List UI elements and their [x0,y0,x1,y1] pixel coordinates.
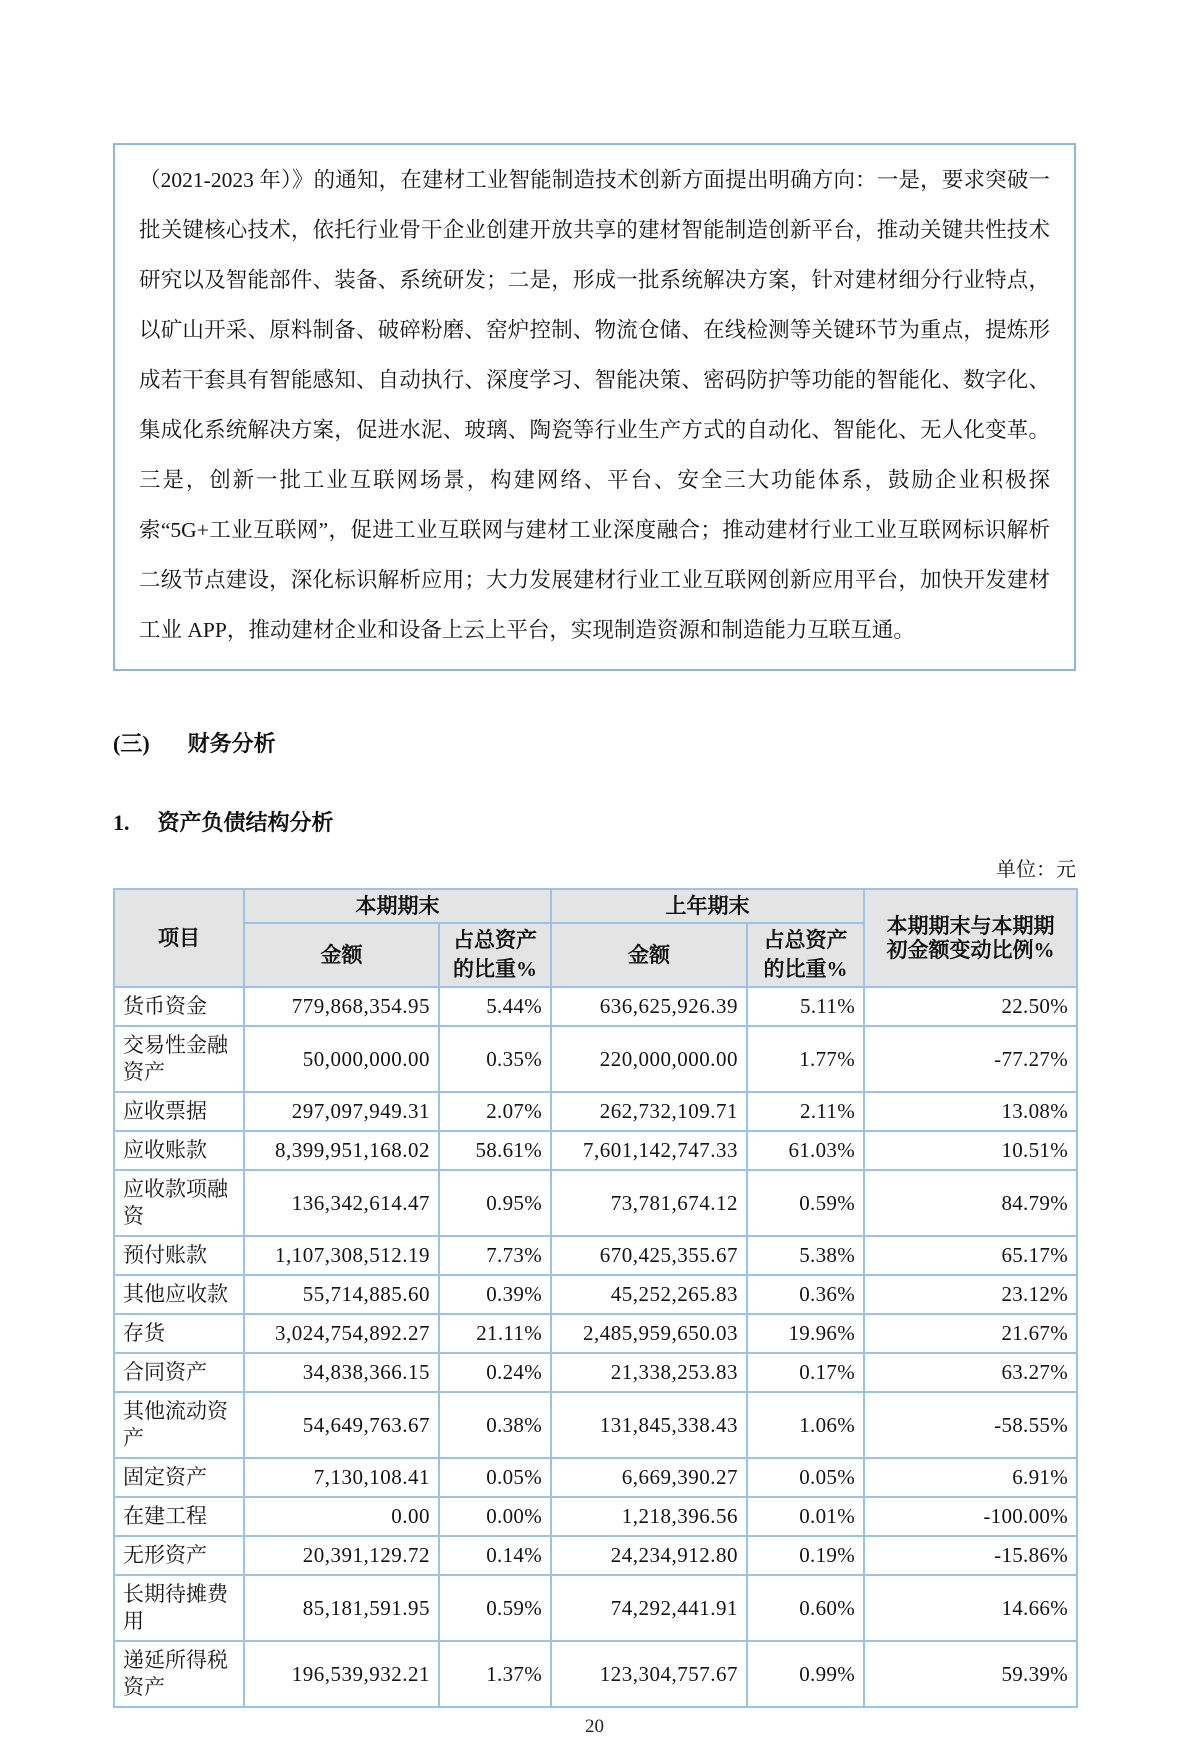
cell-item: 应收账款 [114,1131,244,1170]
cell-current-amount: 196,539,932.21 [244,1641,439,1707]
cell-change-ratio: 23.12% [864,1275,1077,1314]
cell-item: 预付账款 [114,1236,244,1275]
cell-current-pct: 0.00% [439,1497,551,1536]
cell-prior-pct: 61.03% [747,1131,864,1170]
table-row [114,1170,1077,1236]
header-change-ratio: 本期期末与本期期初金额变动比例% [864,889,1077,987]
table-row [114,1314,1077,1353]
cell-change-ratio: 63.27% [864,1353,1077,1392]
cell-prior-amount: 24,234,912.80 [551,1536,747,1575]
table-row [114,1353,1077,1392]
cell-current-pct: 0.38% [439,1392,551,1458]
cell-current-amount: 0.00 [244,1497,439,1536]
cell-prior-amount: 45,252,265.83 [551,1275,747,1314]
cell-prior-amount: 131,845,338.43 [551,1392,747,1458]
cell-current-pct: 0.59% [439,1575,551,1641]
cell-item: 应收票据 [114,1092,244,1131]
cell-current-amount: 779,868,354.95 [244,987,439,1026]
cell-current-pct: 2.07% [439,1092,551,1131]
cell-prior-pct: 0.01% [747,1497,864,1536]
cell-change-ratio: 13.08% [864,1092,1077,1131]
subsection-heading [113,806,1076,837]
cell-prior-pct: 1.77% [747,1026,864,1092]
cell-current-amount: 1,107,308,512.19 [244,1236,439,1275]
table-row [114,1275,1077,1314]
cell-current-pct: 5.44% [439,987,551,1026]
cell-item: 固定资产 [114,1458,244,1497]
table-header [114,889,1077,987]
cell-item: 存货 [114,1314,244,1353]
cell-prior-amount: 21,338,253.83 [551,1353,747,1392]
table-row [114,1575,1077,1641]
cell-current-pct: 0.14% [439,1536,551,1575]
cell-change-ratio: 59.39% [864,1641,1077,1707]
header-prior-pct: 占总资产的比重% [747,923,864,987]
cell-prior-amount: 220,000,000.00 [551,1026,747,1092]
cell-prior-amount: 262,732,109.71 [551,1092,747,1131]
cell-current-pct: 0.39% [439,1275,551,1314]
subsection-number: 1. [113,810,130,835]
cell-change-ratio: -15.86% [864,1536,1077,1575]
cell-current-pct: 0.95% [439,1170,551,1236]
policy-paragraph-text: （2021-2023 年）》的通知，在建材工业智能制造技术创新方面提出明确方向：一是，要求突破一批关键核心技术，依托行业骨干企业创建开放共享的建材智能制造创新平台，推动关键共性技术研究以及智能部件、装备、系统研发；二是，形成一批系统解决方案，针对建材细分行业特点，以矿山开采、原料制备、破碎粉磨、窑炉控制、物流仓储、在线检测等关键环节为重点，提炼形成若干套具有智能感知、自动执行、深度学习、智能决策、密码防护等功能的智能化、数字化、集成化系统解决方案，促进水泥、玻璃、陶瓷等行业生产方式的自动化、智能化、无人化变革。三是，创新一批工业互联网场景，构建网络、平台、安全三大功能体系，鼓励企业积极探索“5G+工业互联网”，促进工业互联网与建材工业深度融合；推动建材行业工业互联网标识解析二级节点建设，深化标识解析应用；大力发展建材行业工业互联网创新应用平台，加快开发建材工业 APP，推动建材企业和设备上云上平台，实现制造资源和制造能力互联互通。 [139,168,1050,642]
cell-item: 货币资金 [114,987,244,1026]
cell-current-pct: 7.73% [439,1236,551,1275]
section-title: 财务分析 [187,731,276,756]
cell-current-amount: 85,181,591.95 [244,1575,439,1641]
cell-change-ratio: 22.50% [864,987,1077,1026]
cell-change-ratio: -100.00% [864,1497,1077,1536]
cell-prior-amount: 1,218,396.56 [551,1497,747,1536]
cell-item: 其他应收款 [114,1275,244,1314]
cell-prior-pct: 0.99% [747,1641,864,1707]
cell-current-amount: 34,838,366.15 [244,1353,439,1392]
cell-prior-amount: 6,669,390.27 [551,1458,747,1497]
cell-prior-pct: 0.36% [747,1275,864,1314]
cell-item: 递延所得税资产 [114,1641,244,1707]
cell-current-pct: 1.37% [439,1641,551,1707]
cell-current-amount: 55,714,885.60 [244,1275,439,1314]
cell-change-ratio: 21.67% [864,1314,1077,1353]
cell-current-pct: 58.61% [439,1131,551,1170]
table-row [114,1497,1077,1536]
cell-change-ratio: 10.51% [864,1131,1077,1170]
cell-prior-pct: 2.11% [747,1092,864,1131]
cell-current-amount: 297,097,949.31 [244,1092,439,1131]
cell-change-ratio: -77.27% [864,1026,1077,1092]
cell-change-ratio: 14.66% [864,1575,1077,1641]
cell-prior-amount: 7,601,142,747.33 [551,1131,747,1170]
cell-prior-pct: 19.96% [747,1314,864,1353]
header-current-pct: 占总资产的比重% [439,923,551,987]
cell-prior-amount: 123,304,757.67 [551,1641,747,1707]
cell-item: 无形资产 [114,1536,244,1575]
cell-current-pct: 21.11% [439,1314,551,1353]
cell-prior-amount: 73,781,674.12 [551,1170,747,1236]
section-heading [113,727,1076,758]
header-item: 项目 [114,889,244,987]
cell-prior-pct: 0.05% [747,1458,864,1497]
cell-prior-pct: 1.06% [747,1392,864,1458]
table-row [114,1131,1077,1170]
cell-item: 合同资产 [114,1353,244,1392]
header-current-period: 本期期末 [244,889,551,923]
balance-sheet-structure-table [113,888,1078,1708]
cell-prior-pct: 0.59% [747,1170,864,1236]
cell-current-amount: 136,342,614.47 [244,1170,439,1236]
page-number: 20 [585,1716,604,1737]
table-row [114,1458,1077,1497]
cell-change-ratio: 84.79% [864,1170,1077,1236]
table-body [114,987,1077,1707]
cell-item: 长期待摊费用 [114,1575,244,1641]
cell-change-ratio: -58.55% [864,1392,1077,1458]
cell-current-amount: 3,024,754,892.27 [244,1314,439,1353]
cell-current-pct: 0.24% [439,1353,551,1392]
table-row [114,987,1077,1026]
cell-prior-amount: 670,425,355.67 [551,1236,747,1275]
table-row [114,1392,1077,1458]
cell-prior-pct: 5.38% [747,1236,864,1275]
cell-item: 其他流动资产 [114,1392,244,1458]
cell-item: 交易性金融资产 [114,1026,244,1092]
table-row [114,1236,1077,1275]
unit-label: 单位：元 [996,859,1076,881]
cell-prior-amount: 2,485,959,650.03 [551,1314,747,1353]
cell-item: 在建工程 [114,1497,244,1536]
cell-current-pct: 0.35% [439,1026,551,1092]
page-content [113,143,1076,1738]
header-prior-amount: 金额 [551,923,747,987]
cell-current-amount: 54,649,763.67 [244,1392,439,1458]
cell-current-amount: 50,000,000.00 [244,1026,439,1092]
cell-current-amount: 7,130,108.41 [244,1458,439,1497]
cell-current-amount: 20,391,129.72 [244,1536,439,1575]
cell-prior-pct: 5.11% [747,987,864,1026]
table-row [114,1026,1077,1092]
header-prior-period: 上年期末 [551,889,864,923]
table-row [114,1641,1077,1707]
cell-change-ratio: 6.91% [864,1458,1077,1497]
section-number: (三) [113,731,150,756]
cell-item: 应收款项融资 [114,1170,244,1236]
table-row [114,1092,1077,1131]
table-header-row-1 [114,889,1077,923]
policy-paragraph-box [113,143,1076,671]
header-current-amount: 金额 [244,923,439,987]
cell-prior-pct: 0.19% [747,1536,864,1575]
cell-prior-amount: 636,625,926.39 [551,987,747,1026]
cell-prior-amount: 74,292,441.91 [551,1575,747,1641]
cell-prior-pct: 0.60% [747,1575,864,1641]
cell-current-pct: 0.05% [439,1458,551,1497]
cell-change-ratio: 65.17% [864,1236,1077,1275]
table-row [114,1536,1077,1575]
cell-current-amount: 8,399,951,168.02 [244,1131,439,1170]
cell-prior-pct: 0.17% [747,1353,864,1392]
subsection-title: 资产负债结构分析 [157,810,334,835]
